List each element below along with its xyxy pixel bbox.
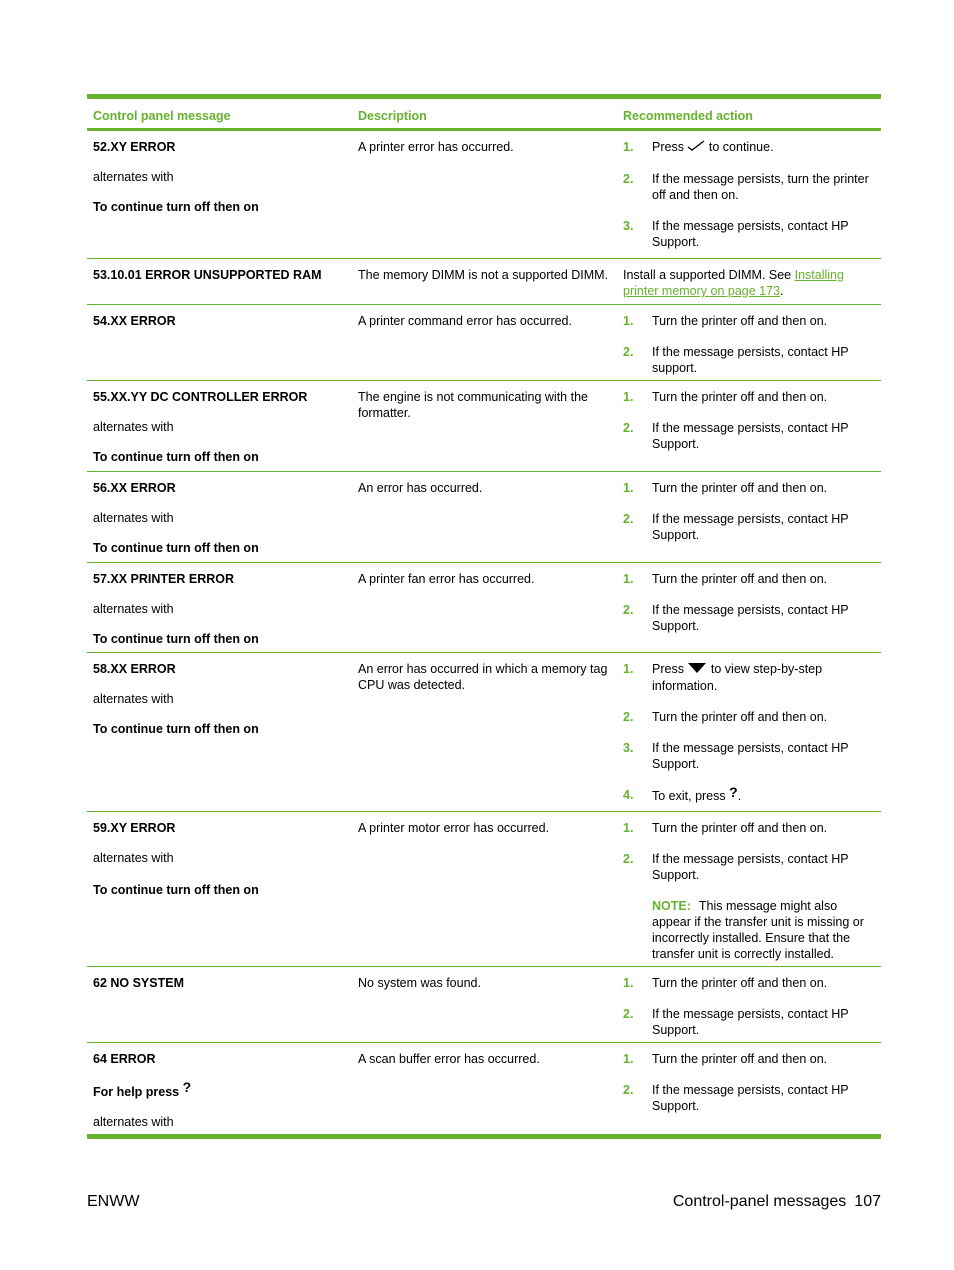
message-code: 55.XX.YY DC CONTROLLER ERROR [93, 390, 308, 404]
message-code: 58.XX ERROR [93, 662, 176, 676]
message-continue: To continue turn off then on [93, 450, 259, 464]
table-row-56xx [87, 472, 881, 563]
message-alternates: alternates with [93, 1115, 174, 1129]
action-step: 2. If the message persists, contact HP Support. [623, 1083, 849, 1113]
message-alternates: alternates with [93, 511, 174, 525]
message-continue: To continue turn off then on [93, 632, 259, 646]
description: An error has occurred in which a memory tag CPU was detected. [358, 662, 608, 692]
table-header [87, 99, 881, 131]
installing-memory-link[interactable]: Installing printer memory on page 173 [623, 268, 844, 298]
message-alternates: alternates with [93, 170, 174, 184]
action-step: 1. Turn the printer off and then on. [623, 390, 828, 404]
action-step: 1. Turn the printer off and then on. [623, 572, 828, 586]
table-row-55xx [87, 381, 881, 472]
action-text: Install a supported DIMM. See Installing printer memory on page 173. [623, 268, 844, 298]
note-box [652, 898, 875, 962]
action-step: 1. Turn the printer off and then on. [623, 314, 828, 328]
message-code: 64 ERROR [93, 1052, 156, 1066]
message-continue: To continue turn off then on [93, 722, 259, 736]
description: The engine is not communicating with the formatter. [358, 390, 588, 420]
action-step: 4. To exit, press ?. [623, 783, 742, 803]
footer-enww: ENWW [87, 1193, 140, 1210]
error-message-table [87, 94, 881, 1139]
table-row-64 [87, 1043, 881, 1139]
down-arrow-icon [687, 662, 707, 678]
action-step: 2. If the message persists, contact HP Support. [623, 1007, 849, 1037]
description: An error has occurred. [358, 481, 483, 495]
table-row-59xy [87, 812, 881, 967]
action-step: 2. If the message persists, contact HP Support. [623, 421, 849, 451]
table-row-62 [87, 967, 881, 1043]
message-help: For help press ? [93, 1079, 192, 1099]
message-code: 53.10.01 ERROR UNSUPPORTED RAM [93, 268, 322, 282]
footer-page-number: 107 [854, 1193, 881, 1210]
table-row-58xx [87, 653, 881, 812]
action-step: 2. If the message persists, turn the printer off and then on. [623, 171, 869, 202]
message-code: 56.XX ERROR [93, 481, 176, 495]
action-step: 2. Turn the printer off and then on. [623, 709, 828, 724]
message-alternates: alternates with [93, 851, 174, 865]
action-step: 1. Press to continue. [623, 140, 774, 154]
description: A printer error has occurred. [358, 140, 514, 154]
header-control-panel-message: Control panel message [93, 109, 231, 123]
message-alternates: alternates with [93, 602, 174, 616]
action-step: 1. Turn the printer off and then on. [623, 1052, 828, 1066]
action-step: 2. If the message persists, contact HP Support. [623, 852, 849, 882]
message-code: 59.XY ERROR [93, 821, 176, 835]
footer-section-title: Control-panel messages [672, 1193, 847, 1210]
message-alternates: alternates with [93, 692, 174, 706]
message-alternates: alternates with [93, 420, 174, 434]
action-step: 1. Turn the printer off and then on. [623, 481, 828, 495]
message-code: 62 NO SYSTEM [93, 976, 184, 990]
description: The memory DIMM is not a supported DIMM. [358, 268, 609, 282]
table-row-57xx [87, 563, 881, 653]
table-row-52xy [87, 131, 881, 259]
description: A printer fan error has occurred. [358, 572, 535, 586]
header-recommended-action: Recommended action [623, 109, 753, 123]
description: A printer motor error has occurred. [358, 821, 550, 835]
action-step: 2. If the message persists, contact HP Support. [623, 603, 849, 633]
description: A scan buffer error has occurred. [358, 1052, 540, 1066]
table-row-53-10-01 [87, 259, 881, 305]
message-continue: To continue turn off then on [93, 883, 259, 897]
action-step: 1. Press to view step-by-step information. [623, 662, 823, 693]
description: No system was found. [358, 976, 481, 990]
action-step: 1. Turn the printer off and then on. [623, 976, 828, 990]
action-step: 3. If the message persists, contact HP Support. [623, 218, 849, 249]
header-description: Description [358, 109, 427, 123]
checkmark-icon [687, 140, 705, 156]
message-continue: To continue turn off then on [93, 541, 259, 555]
message-code: 52.XY ERROR [93, 140, 176, 154]
message-code: 57.XX PRINTER ERROR [93, 572, 235, 586]
help-icon: ? [729, 783, 738, 800]
table-row-54xx [87, 305, 881, 381]
action-step: 2. If the message persists, contact HP Support. [623, 512, 849, 542]
action-step: 2. If the message persists, contact HP support. [623, 345, 849, 375]
note-label: NOTE: [652, 899, 691, 913]
message-continue: To continue turn off then on [93, 200, 259, 214]
action-step: 1. Turn the printer off and then on. [623, 821, 828, 835]
message-code: 54.XX ERROR [93, 314, 176, 328]
note-text: This message might also appear if the transfer unit is missing or incorrectly installed. Ensure that the transfer unit is correctly installed. [652, 899, 864, 961]
action-step: 3. If the message persists, contact HP Support. [623, 740, 849, 771]
footer-page-info [673, 1193, 881, 1211]
description: A printer command error has occurred. [358, 314, 572, 328]
help-icon: ? [182, 1079, 192, 1095]
